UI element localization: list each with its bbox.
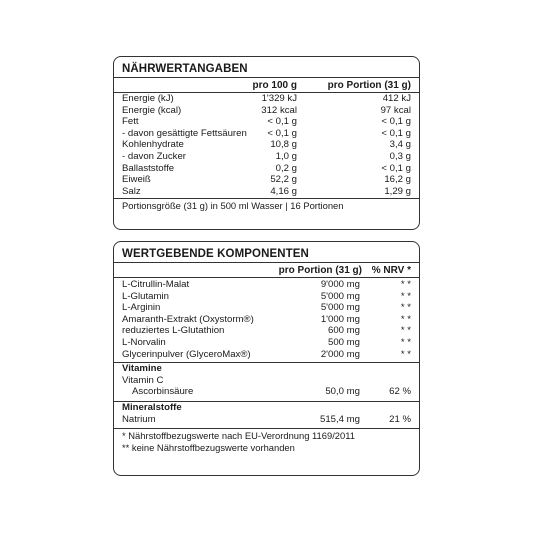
component-row: [114, 291, 419, 303]
component-nrv: * *: [400, 336, 411, 348]
nutrition-row: [114, 151, 419, 163]
nutrient-per-portion: 16,2 g: [384, 174, 411, 186]
component-nrv: * *: [400, 325, 411, 337]
ascorbic-nrv: 62 %: [389, 386, 411, 398]
nutrient-per-portion: 412 kJ: [382, 93, 411, 104]
nutrient-per-portion: < 0,1 g: [381, 162, 411, 174]
nutrient-per-portion: 1,29 g: [384, 185, 411, 197]
col-per-100g: pro 100 g: [252, 80, 297, 91]
portion-note: Portionsgröße (31 g) in 500 ml Wasser | 16 Portionen: [122, 200, 344, 212]
component-portion: 9'000 mg: [320, 279, 360, 290]
nutrition-header: [114, 78, 419, 92]
components-header: [114, 263, 419, 277]
component-label: L-Glutamin: [122, 290, 169, 302]
components-panel: [113, 241, 420, 476]
col-nrv: % NRV *: [371, 265, 411, 276]
component-row: [114, 279, 419, 291]
component-portion: 600 mg: [328, 325, 360, 337]
nutrient-per-100g: 312 kcal: [261, 104, 297, 116]
component-label: Amaranth-Extrakt (Oxystorm®): [122, 313, 254, 325]
component-nrv: * *: [400, 290, 411, 302]
ascorbic-row: [114, 386, 419, 398]
natrium-portion: 515,4 mg: [319, 413, 360, 425]
nutrition-row: [114, 105, 419, 117]
nutrient-per-portion: 97 kcal: [380, 104, 411, 116]
component-label: Glycerinpulver (GlyceroMax®): [122, 348, 251, 360]
nutrition-row: [114, 128, 419, 140]
nutrition-row: [114, 186, 419, 198]
nutrient-label: - davon Zucker: [122, 150, 186, 162]
col-per-portion: pro Portion (31 g): [278, 265, 362, 276]
component-row: [114, 314, 419, 326]
component-nrv: * *: [400, 313, 411, 325]
nutrient-label: Energie (kJ): [122, 93, 174, 104]
nutrient-label: Kohlenhydrate: [122, 139, 184, 151]
footnote-no-nrv: ** keine Nährstoffbezugswerte vorhanden: [122, 441, 295, 453]
component-label: reduziertes L-Glutathion: [122, 325, 225, 337]
nutrient-label: Energie (kcal): [122, 104, 182, 116]
components-title: WERTGEBENDE KOMPONENTEN: [114, 242, 419, 263]
nutrient-label: Ballaststoffe: [122, 162, 175, 174]
nutrient-per-100g: 0,2 g: [275, 162, 297, 174]
nutrition-row: [114, 139, 419, 151]
component-portion: 1'000 mg: [320, 313, 360, 325]
nutrient-per-100g: 1'329 kJ: [261, 93, 297, 104]
nutrition-row: [114, 116, 419, 128]
nutrient-per-100g: 52,2 g: [270, 174, 297, 186]
component-nrv: * *: [400, 279, 411, 290]
ascorbic-portion: 50,0 mg: [325, 386, 360, 398]
nutrient-per-portion: 0,3 g: [389, 150, 411, 162]
col-per-portion: pro Portion (31 g): [327, 80, 411, 91]
nutrient-per-100g: 4,16 g: [270, 185, 297, 197]
natrium-nrv: 21 %: [389, 413, 411, 425]
nutrient-per-100g: 1,0 g: [275, 150, 297, 162]
component-label: L-Arginin: [122, 302, 161, 314]
nutrient-label: Fett: [122, 116, 139, 128]
nutrient-label: Salz: [122, 185, 141, 197]
nutrient-label: - davon gesättigte Fettsäuren: [122, 127, 247, 139]
mineral-heading-row: [114, 402, 419, 414]
component-portion: 500 mg: [328, 336, 360, 348]
natrium-row: [114, 414, 419, 426]
nutrient-per-100g: < 0,1 g: [267, 116, 297, 128]
nutrient-per-portion: < 0,1 g: [381, 116, 411, 128]
nutrition-row: [114, 174, 419, 186]
component-row: [114, 325, 419, 337]
nutrition-rows: [114, 93, 419, 197]
component-row: [114, 302, 419, 314]
component-portion: 2'000 mg: [320, 348, 360, 360]
nutrient-per-portion: 3,4 g: [389, 139, 411, 151]
vitamin-c-row: [114, 375, 419, 387]
nutrition-title: NÄHRWERTANGABEN: [114, 57, 419, 78]
nutrition-row: [114, 93, 419, 105]
mineral-heading: Mineralstoffe: [122, 401, 182, 413]
ascorbic-label: Ascorbinsäure: [132, 386, 194, 398]
component-row: [114, 337, 419, 349]
component-label: L-Norvalin: [122, 336, 166, 348]
footnote-nrv: * Nährstoffbezugswerte nach EU-Verordnung 1169/2011: [122, 430, 355, 442]
nutrition-row: [114, 163, 419, 175]
component-nrv: * *: [400, 348, 411, 360]
vitamine-heading: Vitamine: [122, 363, 162, 375]
nutrition-panel: [113, 56, 420, 230]
nutrient-label: Eiweiß: [122, 174, 151, 186]
component-portion: 5'000 mg: [320, 302, 360, 314]
component-label: L-Citrullin-Malat: [122, 279, 190, 290]
component-portion: 5'000 mg: [320, 290, 360, 302]
components-rows: [114, 278, 419, 360]
vitamine-heading-row: [114, 363, 419, 375]
nutrient-per-100g: 10,8 g: [270, 139, 297, 151]
natrium-label: Natrium: [122, 413, 156, 425]
component-nrv: * *: [400, 302, 411, 314]
component-row: [114, 349, 419, 361]
nutrient-per-100g: < 0,1 g: [267, 127, 297, 139]
vitamin-c-label: Vitamin C: [122, 374, 164, 386]
nutrient-per-portion: < 0,1 g: [381, 127, 411, 139]
